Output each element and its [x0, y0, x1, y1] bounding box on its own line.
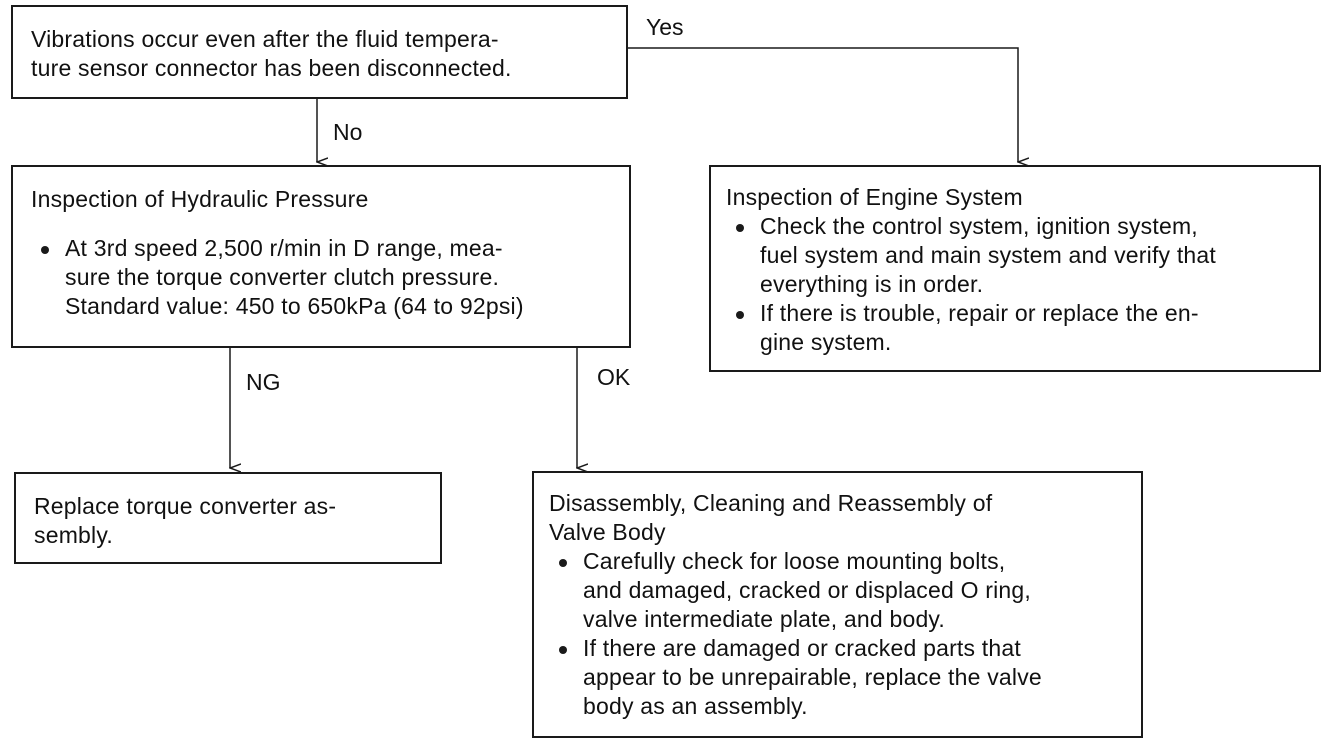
- hydraulic-bullet-1-line-3: Standard value: 450 to 650kPa (64 to 92psi): [65, 293, 524, 319]
- ok-label: OK: [597, 364, 631, 390]
- hydraulic-bullet-1-line-1: At 3rd speed 2,500 r/min in D range, mea-: [65, 235, 503, 261]
- valve-title-line-2: Valve Body: [549, 519, 666, 545]
- valve-bullet-2-line-3: body as an assembly.: [583, 693, 808, 719]
- replace-line-1: Replace torque converter as-: [34, 493, 337, 519]
- yes-connector: [627, 48, 1018, 162]
- hydraulic-bullet-1: [31, 234, 629, 321]
- valve-body-box: [532, 471, 1143, 738]
- hydraulic-title: Inspection of Hydraulic Pressure: [31, 186, 369, 212]
- engine-bullets: [726, 212, 1319, 357]
- valve-bullet-1-line-2: and damaged, cracked or displaced O ring,: [583, 577, 1032, 603]
- valve-bullet-1-line-3: valve intermediate plate, and body.: [583, 606, 946, 632]
- hydraulic-bullet-1-line-2: sure the torque converter clutch pressure.: [65, 264, 500, 290]
- valve-bullet-2: [549, 634, 1141, 721]
- valve-bullets: [549, 547, 1141, 721]
- engine-bullet-1-line-3: everything is in order.: [760, 271, 984, 297]
- engine-bullet-1: [726, 212, 1319, 299]
- valve-bullet-2-line-2: appear to be unrepairable, replace the valve: [583, 664, 1042, 690]
- no-label: No: [333, 119, 363, 145]
- valve-bullet-1: [549, 547, 1141, 634]
- hydraulic-inspection-box: [11, 165, 631, 348]
- replace-line-2: sembly.: [34, 522, 113, 548]
- ng-label: NG: [246, 369, 281, 395]
- start-line-2: ture sensor connector has been disconnected.: [31, 55, 512, 81]
- replace-converter-box: [14, 472, 442, 564]
- start-box: [11, 5, 628, 99]
- engine-bullet-2: [726, 299, 1319, 357]
- engine-bullet-2-line-1: If there is trouble, repair or replace the en-: [760, 300, 1199, 326]
- engine-title: Inspection of Engine System: [726, 184, 1023, 210]
- yes-label: Yes: [646, 14, 684, 40]
- hydraulic-bullets: [31, 234, 629, 321]
- valve-bullet-2-line-1: If there are damaged or cracked parts that: [583, 635, 1021, 661]
- start-line-1: Vibrations occur even after the fluid tempera-: [31, 26, 499, 52]
- engine-bullet-1-line-1: Check the control system, ignition system,: [760, 213, 1198, 239]
- engine-bullet-2-line-2: gine system.: [760, 329, 892, 355]
- engine-inspection-box: [709, 165, 1321, 372]
- valve-title-line-1: Disassembly, Cleaning and Reassembly of: [549, 490, 993, 516]
- engine-bullet-1-line-2: fuel system and main system and verify that: [760, 242, 1217, 268]
- valve-bullet-1-line-1: Carefully check for loose mounting bolts,: [583, 548, 1006, 574]
